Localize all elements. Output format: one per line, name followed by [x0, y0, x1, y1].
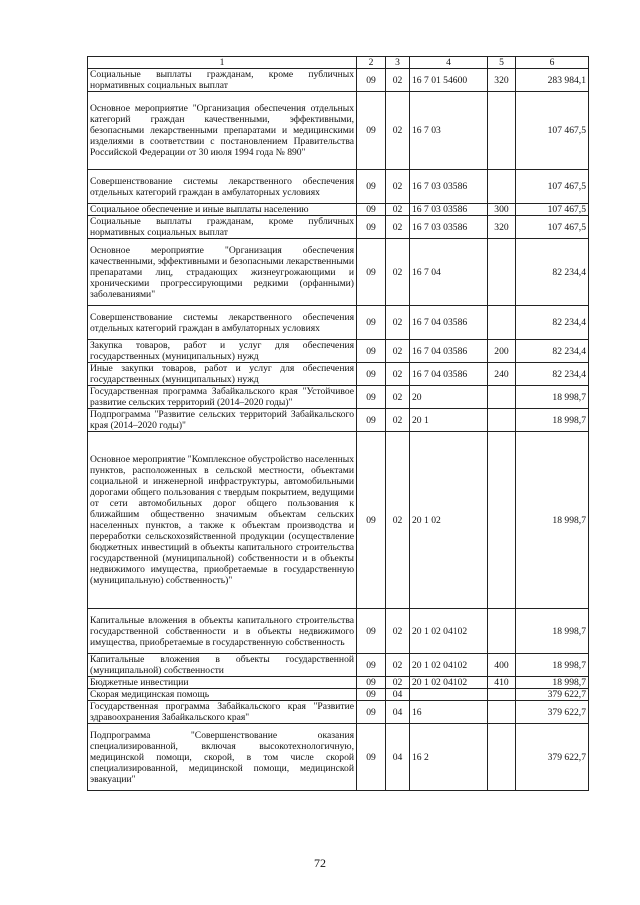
row-vr: 400 — [488, 654, 516, 677]
row-csr: 16 — [410, 701, 488, 724]
row-sum: 107 467,5 — [516, 216, 589, 239]
row-name: Бюджетные инвестиции — [88, 677, 357, 689]
row-csr — [410, 689, 488, 701]
row-vr — [488, 92, 516, 170]
row-name: Закупка товаров, работ и услуг для обеспечения государственных (муниципальных) нужд — [88, 340, 357, 363]
row-vr: 300 — [488, 204, 516, 216]
row-sum: 107 467,5 — [516, 92, 589, 170]
row-pr: 02 — [386, 170, 410, 204]
row-name: Подпрограмма "Совершенствование оказания специализированной, включая высокотехнологичную, медицинской помощи, скорой, в том числе скорой специализированной, медицинской помощи, медицинской эвакуации" — [88, 724, 357, 791]
header-cell-vr: 5 — [488, 57, 516, 69]
table-row — [88, 216, 589, 239]
row-pr: 04 — [386, 701, 410, 724]
row-name: Социальное обеспечение и иные выплаты населению — [88, 204, 357, 216]
table-row — [88, 432, 589, 609]
row-pr: 02 — [386, 654, 410, 677]
row-name: Подпрограмма "Развитие сельских территорий Забайкальского края (2014–2020 годы)" — [88, 409, 357, 432]
row-sum: 379 622,7 — [516, 701, 589, 724]
row-pr: 02 — [386, 239, 410, 306]
row-pr: 02 — [386, 92, 410, 170]
row-rz: 09 — [357, 432, 386, 609]
row-vr — [488, 386, 516, 409]
table-row — [88, 386, 589, 409]
row-csr: 16 7 04 — [410, 239, 488, 306]
row-vr: 240 — [488, 363, 516, 386]
row-pr: 02 — [386, 340, 410, 363]
row-name: Основное мероприятие "Организация обеспечения отдельных категорий граждан качественными, эффективными, безопасными лекарственными препаратами и медицинскими изделиями в соответствии с постановлением Правительства Российской Федерации от 30 июля 1994 года № 890" — [88, 92, 357, 170]
row-name: Капитальные вложения в объекты капитального строительства государственной собственности и в объекты недвижимого имущества, приобретаемые в государственную собственность — [88, 609, 357, 654]
row-pr: 02 — [386, 677, 410, 689]
row-sum: 82 234,4 — [516, 340, 589, 363]
row-csr: 16 7 04 03586 — [410, 306, 488, 340]
row-rz: 09 — [357, 701, 386, 724]
row-vr — [488, 609, 516, 654]
row-rz: 09 — [357, 170, 386, 204]
table-row — [88, 306, 589, 340]
row-vr: 320 — [488, 216, 516, 239]
table-row — [88, 340, 589, 363]
row-sum: 82 234,4 — [516, 306, 589, 340]
row-vr: 200 — [488, 340, 516, 363]
table-row — [88, 363, 589, 386]
row-name: Совершенствование системы лекарственного обеспечения отдельных категорий граждан в амбулаторных условиях — [88, 170, 357, 204]
row-pr: 04 — [386, 689, 410, 701]
table-row — [88, 654, 589, 677]
row-csr: 20 — [410, 386, 488, 409]
table-row — [88, 170, 589, 204]
row-pr: 02 — [386, 386, 410, 409]
row-rz: 09 — [357, 363, 386, 386]
row-pr: 02 — [386, 432, 410, 609]
row-csr: 16 7 03 03586 — [410, 204, 488, 216]
row-vr — [488, 239, 516, 306]
row-rz: 09 — [357, 677, 386, 689]
row-name: Капитальные вложения в объекты государственной (муниципальной) собственности — [88, 654, 357, 677]
row-rz: 09 — [357, 689, 386, 701]
row-csr: 20 1 02 04102 — [410, 677, 488, 689]
row-name: Иные закупки товаров, работ и услуг для обеспечения государственных (муниципальных) нужд — [88, 363, 357, 386]
row-rz: 09 — [357, 724, 386, 791]
header-cell-name: 1 — [88, 57, 357, 69]
row-rz: 09 — [357, 340, 386, 363]
row-name: Основное мероприятие "Комплексное обустройство населенных пунктов, расположенных в сельской местности, объектами социальной и инженерной инфраструктуры, автомобильными дорогами общего пользования с твердым покрытием, ведущими от сети автомобильных дорог общего пользования к ближайшим общественно значимым объектам сельских населенных пунктов, а также к объектам производства и переработки сельскохозяйственной продукции (осуществление бюджетных инвестиций в объекты капитального строительства государственной (муниципальной) собственности и в объекты недвижимого имущества, приобретаемые в государственную (муниципальную) собственность)" — [88, 432, 357, 609]
row-sum: 379 622,7 — [516, 724, 589, 791]
row-csr: 20 1 02 04102 — [410, 654, 488, 677]
row-sum: 18 998,7 — [516, 409, 589, 432]
row-csr: 20 1 02 — [410, 432, 488, 609]
row-rz: 09 — [357, 654, 386, 677]
row-pr: 02 — [386, 204, 410, 216]
table-row — [88, 239, 589, 306]
row-pr: 02 — [386, 409, 410, 432]
row-csr: 16 7 01 54600 — [410, 69, 488, 92]
table-row — [88, 677, 589, 689]
table-row — [88, 69, 589, 92]
row-sum: 18 998,7 — [516, 654, 589, 677]
row-vr — [488, 409, 516, 432]
row-vr — [488, 701, 516, 724]
table-body — [88, 57, 589, 791]
row-csr: 20 1 — [410, 409, 488, 432]
row-vr — [488, 724, 516, 791]
table-row — [88, 689, 589, 701]
table-row — [88, 409, 589, 432]
row-sum: 18 998,7 — [516, 386, 589, 409]
row-name: Скорая медицинская помощь — [88, 689, 357, 701]
row-vr — [488, 306, 516, 340]
table-row — [88, 701, 589, 724]
row-name: Совершенствование системы лекарственного обеспечения отдельных категорий граждан в амбулаторных условиях — [88, 306, 357, 340]
header-row — [88, 57, 589, 69]
row-sum: 18 998,7 — [516, 677, 589, 689]
row-rz: 09 — [357, 306, 386, 340]
row-vr — [488, 170, 516, 204]
header-cell-sum: 6 — [516, 57, 589, 69]
row-rz: 09 — [357, 92, 386, 170]
row-sum: 283 984,1 — [516, 69, 589, 92]
row-rz: 09 — [357, 69, 386, 92]
row-name: Социальные выплаты гражданам, кроме публичных нормативных социальных выплат — [88, 69, 357, 92]
row-vr: 410 — [488, 677, 516, 689]
table-row — [88, 92, 589, 170]
row-rz: 09 — [357, 204, 386, 216]
table-row — [88, 609, 589, 654]
row-rz: 09 — [357, 216, 386, 239]
row-sum: 82 234,4 — [516, 363, 589, 386]
row-csr: 16 7 04 03586 — [410, 363, 488, 386]
row-pr: 02 — [386, 69, 410, 92]
row-csr: 16 7 03 — [410, 92, 488, 170]
row-csr: 20 1 02 04102 — [410, 609, 488, 654]
header-cell-rz: 2 — [357, 57, 386, 69]
row-sum: 107 467,5 — [516, 204, 589, 216]
row-vr — [488, 432, 516, 609]
row-sum: 379 622,7 — [516, 689, 589, 701]
row-name: Государственная программа Забайкальского края "Устойчивое развитие сельских территорий (2014–2020 годы)" — [88, 386, 357, 409]
row-name: Основное мероприятие "Организация обеспечения качественными, эффективными и безопасными лекарственными препаратами лиц, страдающих жизнеугрожающими и хроническими прогрессирующими редкими (орфанными) заболеваниями" — [88, 239, 357, 306]
row-rz: 09 — [357, 239, 386, 306]
header-cell-csr: 4 — [410, 57, 488, 69]
row-csr: 16 7 03 03586 — [410, 216, 488, 239]
row-rz: 09 — [357, 386, 386, 409]
row-pr: 04 — [386, 724, 410, 791]
row-name: Государственная программа Забайкальского края "Развитие здравоохранения Забайкальского края" — [88, 701, 357, 724]
row-rz: 09 — [357, 409, 386, 432]
row-csr: 16 2 — [410, 724, 488, 791]
row-vr — [488, 689, 516, 701]
table-row — [88, 204, 589, 216]
row-pr: 02 — [386, 363, 410, 386]
page-number: 72 — [314, 856, 326, 870]
row-sum: 107 467,5 — [516, 170, 589, 204]
row-sum: 82 234,4 — [516, 239, 589, 306]
budget-table — [87, 56, 589, 791]
row-vr: 320 — [488, 69, 516, 92]
row-csr: 16 7 03 03586 — [410, 170, 488, 204]
header-cell-pr: 3 — [386, 57, 410, 69]
row-pr: 02 — [386, 306, 410, 340]
row-sum: 18 998,7 — [516, 609, 589, 654]
row-csr: 16 7 04 03586 — [410, 340, 488, 363]
row-rz: 09 — [357, 609, 386, 654]
row-pr: 02 — [386, 609, 410, 654]
table-row — [88, 724, 589, 791]
row-pr: 02 — [386, 216, 410, 239]
row-name: Социальные выплаты гражданам, кроме публичных нормативных социальных выплат — [88, 216, 357, 239]
row-sum: 18 998,7 — [516, 432, 589, 609]
